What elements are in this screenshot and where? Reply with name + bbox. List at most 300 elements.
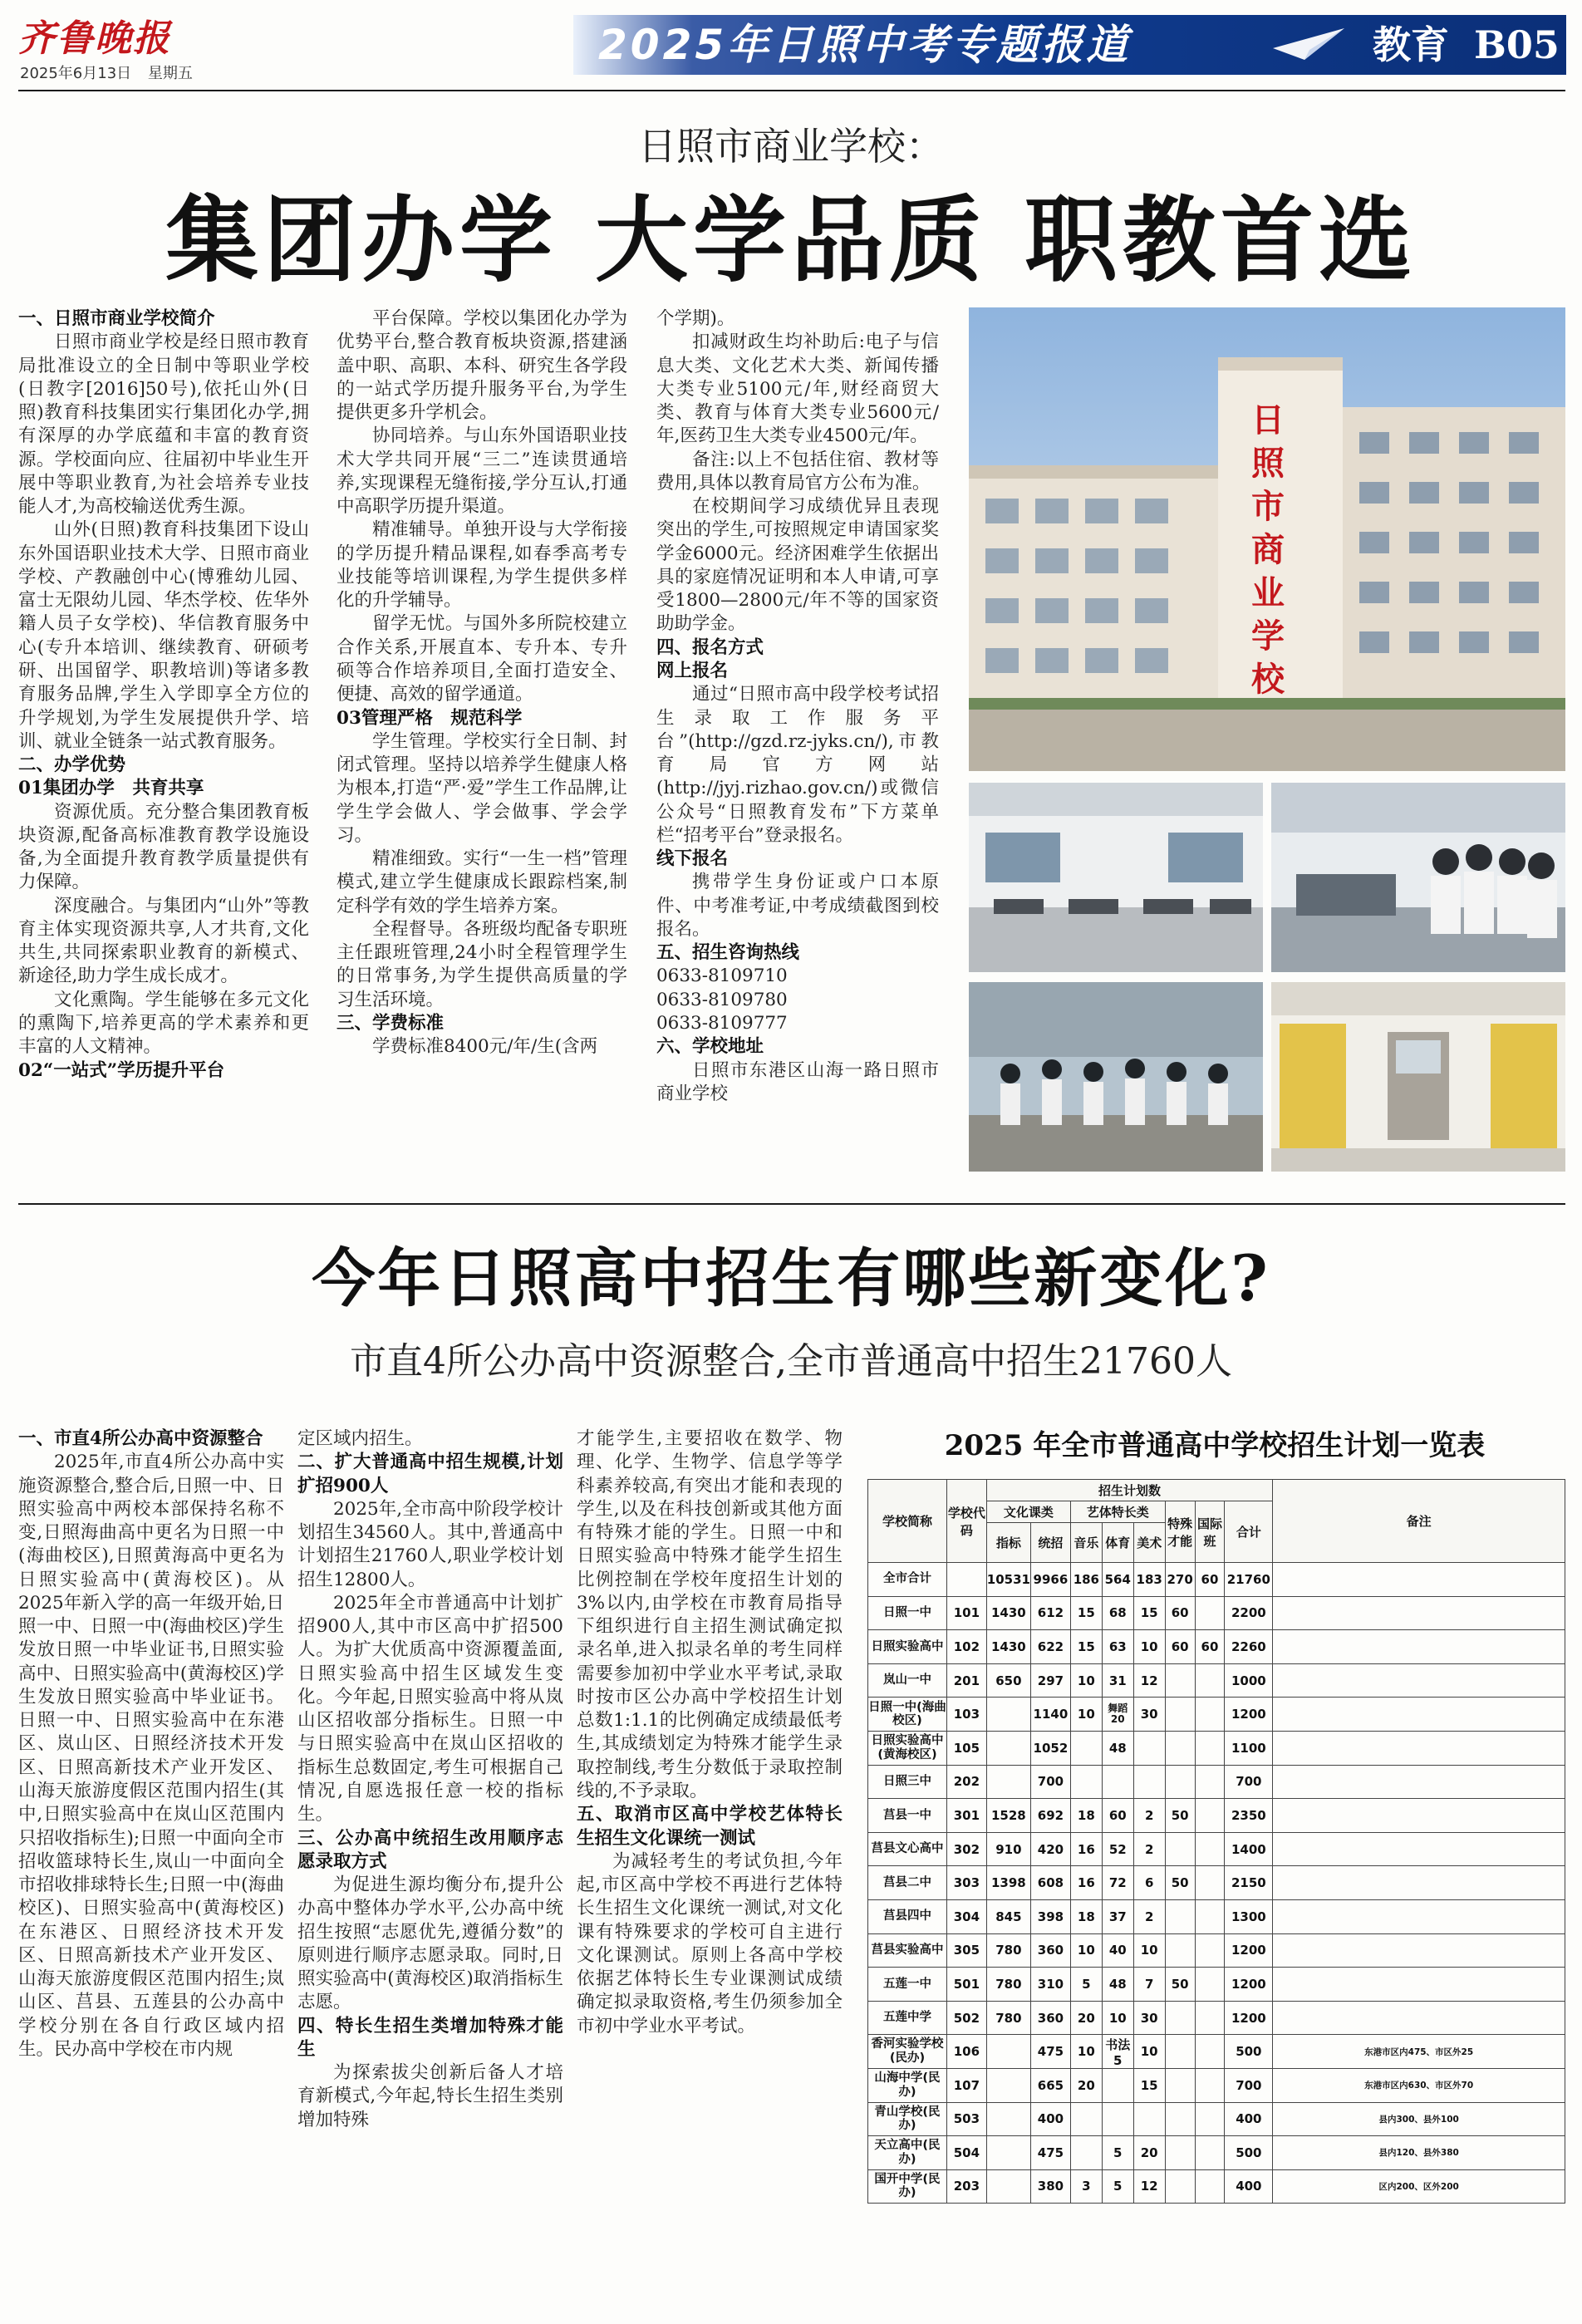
students-walking-photo xyxy=(969,982,1263,1172)
table-row xyxy=(868,1899,1565,1933)
cell-special xyxy=(1165,1933,1195,1968)
cell-tz: 1052 xyxy=(1030,1731,1070,1765)
cell-code: 503 xyxy=(947,2102,987,2136)
cell-zb: 845 xyxy=(986,1899,1030,1933)
cell-zb: 1430 xyxy=(986,1630,1030,1664)
cell-special: 60 xyxy=(1165,1596,1195,1630)
cell-total: 700 xyxy=(1225,1765,1273,1799)
cell-name: 天立高中(民办) xyxy=(868,2136,947,2170)
cell-code: 501 xyxy=(947,1968,987,2002)
cell-sport: 10 xyxy=(1102,2001,1133,2035)
cell-special xyxy=(1165,1765,1195,1799)
cell-note: 东港市区内475、市区外25 xyxy=(1273,2035,1565,2069)
cell-special xyxy=(1165,2102,1195,2136)
section-heading: 01集团办学 共育共享 xyxy=(18,778,204,799)
dateline xyxy=(20,61,193,83)
section-heading: 四、报名方式 xyxy=(656,636,764,658)
cell-name: 五莲中学 xyxy=(868,2001,947,2035)
cell-note: 县内300、县外100 xyxy=(1273,2102,1565,2136)
table-row xyxy=(868,2035,1565,2069)
section-heading: 一、日照市商业学校简介 xyxy=(18,308,215,329)
cell-art: 12 xyxy=(1133,2169,1165,2204)
cell-art: 183 xyxy=(1133,1563,1165,1597)
paragraph: 留学无忧。与国外多所院校建立合作关系,开展直本、专升本、专升硕等合作培养项目,全面打造安全、便捷、高效的留学通道。 xyxy=(337,613,627,705)
cell-tz: 400 xyxy=(1030,2102,1070,2136)
cell-art xyxy=(1133,2102,1165,2136)
section-label: 教育 B05 xyxy=(1373,22,1560,67)
cell-note xyxy=(1273,1832,1565,1866)
cell-total: 400 xyxy=(1225,2169,1273,2204)
cell-sport: 48 xyxy=(1102,1731,1133,1765)
cell-note xyxy=(1273,1563,1565,1597)
cell-total: 1400 xyxy=(1225,1832,1273,1866)
table-row xyxy=(868,2068,1565,2102)
article2-headline: 今年日照高中招生有哪些新变化? xyxy=(312,1241,1270,1315)
table-row xyxy=(868,2136,1565,2170)
cell-code: 201 xyxy=(947,1663,987,1698)
table-row xyxy=(868,1866,1565,1900)
paragraph: 日照市东港区山海一路日照市商业学校 xyxy=(656,1059,939,1104)
cell-total: 1300 xyxy=(1225,1899,1273,1933)
cell-sport: 68 xyxy=(1102,1596,1133,1630)
cell-sport: 5 xyxy=(1102,2169,1133,2204)
article2-subhead: 市直4所公办高中资源整合,全市普通高中招生21760人 xyxy=(350,1340,1232,1383)
cell-name: 莒县二中 xyxy=(868,1866,947,1900)
cell-total: 2350 xyxy=(1225,1799,1273,1833)
paragraph: 备注:以上不包括住宿、教材等费用,具体以教育局官方公布为准。 xyxy=(656,449,939,494)
cell-music: 10 xyxy=(1070,2035,1102,2069)
cell-code: 101 xyxy=(947,1596,987,1630)
cell-note xyxy=(1273,1731,1565,1765)
paragraph: 为探索拔尖创新后备人才培育新模式,今年起,特长生招生类别增加特殊 xyxy=(297,2062,563,2130)
cell-code: 305 xyxy=(947,1933,987,1968)
cell-intl xyxy=(1195,1698,1225,1732)
cell-total: 2150 xyxy=(1225,1866,1273,1900)
section-heading: 网上报名 xyxy=(656,660,729,681)
cell-name: 日照一中(海曲校区) xyxy=(868,1698,947,1732)
cell-intl xyxy=(1195,2035,1225,2069)
cell-music: 10 xyxy=(1070,1933,1102,1968)
cell-music: 186 xyxy=(1070,1563,1102,1597)
cell-tz: 700 xyxy=(1030,1765,1070,1799)
cell-tz: 380 xyxy=(1030,2169,1070,2204)
cell-code: 102 xyxy=(947,1630,987,1664)
header-plan: 招生计划数 xyxy=(986,1480,1273,1501)
paragraph: 学费标准8400元/年/生(含两 xyxy=(372,1036,598,1058)
header-art-sport: 艺体特长类 xyxy=(1070,1501,1165,1523)
article1-column-3 xyxy=(656,307,939,1106)
cell-note xyxy=(1273,1596,1565,1630)
enrollment-plan-table xyxy=(867,1479,1565,2204)
cell-special: 60 xyxy=(1165,1630,1195,1664)
paragraph: 0633-8109710 xyxy=(656,965,788,987)
paragraph: 山外(日照)教育科技集团下设山东外国语职业技术大学、日照市商业学校、产教融创中心(博雅幼儿园、富士无限幼儿园、华杰学校、佐华外籍人员子女学校)、华信教育服务中心(专升本培训、继续教育、研硕考研、出国留学、职教培训)等诸多教育服务品牌,学生入学即享全方位的升学规划,为学生发展提供升学、培训、就业全链条一站式教育服务。 xyxy=(18,519,309,752)
cell-special: 50 xyxy=(1165,1799,1195,1833)
cell-name: 岚山一中 xyxy=(868,1663,947,1698)
header-total: 合计 xyxy=(1225,1501,1273,1563)
cell-music xyxy=(1070,1765,1102,1799)
paragraph: 日照市商业学校是经日照市教育局批准设立的全日制中等职业学校(日教字[2016]50号),依托山外(日照)教育科技集团实行集团化办学,拥有深厚的办学底蕴和丰富的教育资源。学校面向应、往届初中毕业生开展中等职业教育,为社会培养专业技能人才,为高校输送优秀生源。 xyxy=(18,332,309,518)
table-row xyxy=(868,1630,1565,1664)
cell-tz: 9966 xyxy=(1030,1563,1070,1597)
cell-tz: 360 xyxy=(1030,2001,1070,2035)
cell-intl xyxy=(1195,1765,1225,1799)
cell-code: 504 xyxy=(947,2136,987,2170)
table-row xyxy=(868,1765,1565,1799)
cell-special: 50 xyxy=(1165,1866,1195,1900)
cell-zb: 1430 xyxy=(986,1596,1030,1630)
section-divider xyxy=(18,1203,1565,1205)
table-row xyxy=(868,2102,1565,2136)
cell-intl xyxy=(1195,1596,1225,1630)
paragraph: 为减轻考生的考试负担,今年起,市区高中学校不再进行艺体特长生招生文化课统一测试,对文化课有特殊要求的学校可自主进行文化课测试。原则上各高中学校依据艺体特长生专业课测试成绩确定拟录取资格,考生仍须参加全市初中学业水平考试。 xyxy=(577,1850,843,2037)
cell-name: 山海中学(民办) xyxy=(868,2068,947,2102)
cell-music: 18 xyxy=(1070,1899,1102,1933)
cell-art: 30 xyxy=(1133,2001,1165,2035)
paragraph: 文化熏陶。学生能够在多元文化的熏陶下,培养更高的学术素养和更丰富的人文精神。 xyxy=(18,989,309,1058)
table-row xyxy=(868,1596,1565,1630)
paragraph: 携带学生身份证或户口本原件、中考准考证,中考成绩截图到校报名。 xyxy=(656,872,939,940)
cell-music xyxy=(1070,2136,1102,2170)
table-row xyxy=(868,2169,1565,2204)
cell-special: 270 xyxy=(1165,1563,1195,1597)
section-heading: 三、学费标准 xyxy=(337,1012,445,1034)
cell-zb xyxy=(986,2035,1030,2069)
cell-code: 106 xyxy=(947,2035,987,2069)
section-heading: 二、扩大普通高中招生规模,计划扩招900人 xyxy=(297,1452,563,1496)
table-row xyxy=(868,1663,1565,1698)
cell-art: 2 xyxy=(1133,1899,1165,1933)
cell-tz: 297 xyxy=(1030,1663,1070,1698)
cell-name: 青山学校(民办) xyxy=(868,2102,947,2136)
header-special: 特殊才能 xyxy=(1165,1501,1195,1563)
cell-music: 5 xyxy=(1070,1968,1102,2002)
cell-zb xyxy=(986,2068,1030,2102)
cell-sport: 63 xyxy=(1102,1630,1133,1664)
cell-sport: 37 xyxy=(1102,1899,1133,1933)
cell-music: 10 xyxy=(1070,1698,1102,1732)
cell-name: 莒县一中 xyxy=(868,1799,947,1833)
cell-special xyxy=(1165,2136,1195,2170)
paragraph: 0633-8109777 xyxy=(656,1012,788,1034)
cell-music: 20 xyxy=(1070,2001,1102,2035)
paper-plane-icon xyxy=(1271,23,1346,65)
cell-code: 103 xyxy=(947,1698,987,1732)
cell-art: 30 xyxy=(1133,1698,1165,1732)
paragraph: 深度融合。与集团内“山外”等教育主体实现资源共享,人才共育,文化共生,共同探索职业教育的新模式、新途径,助力学生成长成才。 xyxy=(18,895,309,987)
page-number: B05 xyxy=(1474,22,1560,67)
table-row xyxy=(868,1698,1565,1732)
cell-intl xyxy=(1195,2169,1225,2204)
cell-note xyxy=(1273,1765,1565,1799)
header-quota: 指标 xyxy=(986,1523,1030,1563)
cell-note xyxy=(1273,1663,1565,1698)
cell-code: 202 xyxy=(947,1765,987,1799)
cell-art: 10 xyxy=(1133,1630,1165,1664)
cell-tz: 475 xyxy=(1030,2136,1070,2170)
cell-sport: 72 xyxy=(1102,1866,1133,1900)
table-title: 2025 年全市普通高中学校招生计划一览表 xyxy=(944,1429,1486,1462)
cell-intl xyxy=(1195,2001,1225,2035)
cell-zb: 1528 xyxy=(986,1799,1030,1833)
cell-tz: 360 xyxy=(1030,1933,1070,1968)
cell-special xyxy=(1165,1663,1195,1698)
section-heading: 线下报名 xyxy=(656,848,729,870)
paragraph: 为促进生源均衡分布,提升公办高中整体办学水平,公办高中统招生按照“志愿优先,遵循分数”的原则进行顺序志愿录取。同时,日照实验高中(黄海校区)取消指标生志愿。 xyxy=(297,1874,563,2013)
cell-tz: 692 xyxy=(1030,1799,1070,1833)
cell-special xyxy=(1165,2068,1195,2102)
cell-tz: 665 xyxy=(1030,2068,1070,2102)
article1-headline: 集团办学 大学品质 职教首选 xyxy=(165,186,1417,295)
cell-total: 500 xyxy=(1225,2035,1273,2069)
cell-music: 16 xyxy=(1070,1832,1102,1866)
cell-note: 区内200、区外200 xyxy=(1273,2169,1565,2204)
cell-code: 107 xyxy=(947,2068,987,2102)
section-heading: 三、公办高中统招生改用顺序志愿录取方式 xyxy=(297,1827,563,1872)
header-international: 国际班 xyxy=(1195,1501,1225,1563)
dormitory-photo xyxy=(1271,982,1565,1172)
cell-sport: 31 xyxy=(1102,1663,1133,1698)
cell-art: 15 xyxy=(1133,1596,1165,1630)
cell-zb: 910 xyxy=(986,1832,1030,1866)
cell-code: 304 xyxy=(947,1899,987,1933)
cell-sport: 48 xyxy=(1102,1968,1133,2002)
cell-intl: 60 xyxy=(1195,1563,1225,1597)
paragraph: 2025年,全市高中阶段学校计划招生34560人。其中,普通高中计划招生21760人,职业学校计划招生12800人。 xyxy=(297,1498,563,1590)
cell-special xyxy=(1165,2169,1195,2204)
section-heading: 五、取消市区高中学校艺体特长生招生文化课统一测试 xyxy=(577,1804,843,1849)
cell-note: 县内120、县外380 xyxy=(1273,2136,1565,2170)
paragraph: 学生管理。学校实行全日制、封闭式管理。坚持以培养学生健康人格为根本,打造“严·爱”学生工作品牌,让学生学会做人、学会做事、学会学习。 xyxy=(337,730,627,846)
cell-art xyxy=(1133,1765,1165,1799)
cell-intl: 60 xyxy=(1195,1630,1225,1664)
cell-sport: 书法5 xyxy=(1102,2035,1133,2069)
cell-intl xyxy=(1195,1799,1225,1833)
article1-kicker: 日照市商业学校： xyxy=(638,124,944,169)
cell-sport: 564 xyxy=(1102,1563,1133,1597)
paragraph: 定区域内招生。 xyxy=(297,1428,423,1449)
cell-name: 香河实验学校(民办) xyxy=(868,2035,947,2069)
table-row xyxy=(868,1832,1565,1866)
article2-column-3 xyxy=(577,1427,843,2038)
cell-intl xyxy=(1195,2102,1225,2136)
cell-code: 105 xyxy=(947,1731,987,1765)
cell-name: 日照实验高中(黄海校区) xyxy=(868,1731,947,1765)
section-heading: 六、学校地址 xyxy=(656,1036,764,1058)
paragraph: 协同培养。与山东外国语职业技术大学共同开展“三二”连读贯通培养,实现课程无缝衔接,学分互认,打通中高职学历提升渠道。 xyxy=(337,425,627,518)
section-heading: 五、招生咨询热线 xyxy=(656,942,800,964)
table-row xyxy=(868,1731,1565,1765)
cell-art xyxy=(1133,1731,1165,1765)
cell-special xyxy=(1165,2035,1195,2069)
cell-art: 2 xyxy=(1133,1799,1165,1833)
cell-sport: 40 xyxy=(1102,1933,1133,1968)
cell-music: 10 xyxy=(1070,1663,1102,1698)
header-general: 统招 xyxy=(1030,1523,1070,1563)
cell-zb xyxy=(986,1698,1030,1732)
cell-name: 五莲一中 xyxy=(868,1968,947,2002)
cell-intl xyxy=(1195,1968,1225,2002)
paragraph: 在校期间学习成绩优异且表现突出的学生,可按照规定申请国家奖学金6000元。经济困难学生依据出具的家庭情况证明和本人申请,可享受1800—2800元/年不等的国家资助助学金。 xyxy=(656,496,939,635)
newspaper-logo: 齐鲁晚报 xyxy=(18,17,171,60)
section-heading: 02“一站式”学历提升平台 xyxy=(18,1059,225,1081)
cell-name: 日照三中 xyxy=(868,1765,947,1799)
table-row xyxy=(868,1968,1565,2002)
section-heading: 二、办学优势 xyxy=(18,754,126,776)
paragraph: 才能学生,主要招收在数学、物理、化学、生物学、信息学等学科素养较高,有突出才能和表现的学生,以及在科技创新或其他方面有特殊才能的学生。日照一中和日照实验高中特殊才能学生招生比例控制在学校年度招生计划的3%以内,由学校在市教育局指导下组织进行自主招生测试确定拟录名单,进入拟录名单的考生同样需要参加初中学业水平考试,录取时按市区公办高中学校招生计划总数1:1.1的比例确定成绩最低考生,其成绩划定为特殊才能学生录取控制线,考生分数低于录取控制线的,不予录取。 xyxy=(577,1428,843,1801)
cell-name: 莒县文心高中 xyxy=(868,1832,947,1866)
paragraph: 扣减财政生均补助后:电子与信息大类、文化艺术大类、新闻传播大类专业5100元/年,财经商贸大类、教育与体育大类专业5600元/年,医药卫生大类专业4500元/年。 xyxy=(656,332,939,447)
cell-total: 21760 xyxy=(1225,1563,1273,1597)
paragraph: 资源优质。充分整合集团教育板块资源,配备高标准教育教学设施设备,为全面提升教育教学质量提供有力保障。 xyxy=(18,801,309,893)
cell-total: 1000 xyxy=(1225,1663,1273,1698)
cell-intl xyxy=(1195,1899,1225,1933)
cell-note xyxy=(1273,1933,1565,1968)
cell-total: 1200 xyxy=(1225,1968,1273,2002)
cell-art: 20 xyxy=(1133,2136,1165,2170)
cell-sport: 52 xyxy=(1102,1832,1133,1866)
top-rule xyxy=(18,90,1565,91)
article1-column-2 xyxy=(337,307,627,1059)
cell-music: 3 xyxy=(1070,2169,1102,2204)
header-school-code: 学校代码 xyxy=(947,1480,987,1563)
cell-code: 302 xyxy=(947,1832,987,1866)
cell-note xyxy=(1273,1630,1565,1664)
cell-zb xyxy=(986,1765,1030,1799)
header-note: 备注 xyxy=(1273,1480,1565,1563)
header-culture: 文化课类 xyxy=(986,1501,1070,1523)
cell-art: 15 xyxy=(1133,2068,1165,2102)
cell-total: 700 xyxy=(1225,2068,1273,2102)
cell-total: 400 xyxy=(1225,2102,1273,2136)
cell-name: 日照实验高中 xyxy=(868,1630,947,1664)
header-school-name: 学校简称 xyxy=(868,1480,947,1563)
cell-special xyxy=(1165,1832,1195,1866)
cell-zb xyxy=(986,2102,1030,2136)
cell-art: 12 xyxy=(1133,1663,1165,1698)
article2-column-2 xyxy=(297,1427,563,2132)
lab-students-photo xyxy=(1271,783,1565,972)
cell-note xyxy=(1273,1698,1565,1732)
paragraph: 平台保障。学校以集团化办学为优势平台,整合教育板块资源,搭建涵盖中职、高职、本科、研究生各学段的一站式学历提升服务平台,为学生提供更多升学机会。 xyxy=(337,308,627,424)
cell-art: 10 xyxy=(1133,1933,1165,1968)
cell-code: 203 xyxy=(947,2169,987,2204)
article2-column-1 xyxy=(18,1427,284,2061)
table-row xyxy=(868,1933,1565,1968)
school-building-photo xyxy=(969,307,1565,771)
cell-sport xyxy=(1102,2102,1133,2136)
paragraph: 0633-8109780 xyxy=(656,989,788,1010)
cell-sport: 60 xyxy=(1102,1799,1133,1833)
cell-note xyxy=(1273,1899,1565,1933)
cell-art: 2 xyxy=(1133,1832,1165,1866)
table-row xyxy=(868,1563,1565,1597)
cell-intl xyxy=(1195,1866,1225,1900)
header-sport: 体育 xyxy=(1102,1523,1133,1563)
cell-zb: 10531 xyxy=(986,1563,1030,1597)
cell-tz: 310 xyxy=(1030,1968,1070,2002)
cell-code: 303 xyxy=(947,1866,987,1900)
paragraph: 精准细致。实行“一生一档”管理模式,建立学生健康成长跟踪档案,制定科学有效的学生培养方案。 xyxy=(337,848,627,916)
header-fine-art: 美术 xyxy=(1133,1523,1165,1563)
cell-zb: 650 xyxy=(986,1663,1030,1698)
cell-total: 1200 xyxy=(1225,1698,1273,1732)
paragraph: 精准辅导。单独开设与大学衔接的学历提升精品课程,如春季高考专业技能等培训课程,为学生提供多样化的升学辅导。 xyxy=(337,519,627,612)
cell-special xyxy=(1165,1899,1195,1933)
header-music: 音乐 xyxy=(1070,1523,1102,1563)
cell-zb: 780 xyxy=(986,1968,1030,2002)
cell-music xyxy=(1070,1731,1102,1765)
cell-music: 20 xyxy=(1070,2068,1102,2102)
building-sign: 日 照 市 商 业 学 校 xyxy=(1251,401,1285,699)
cell-intl xyxy=(1195,1731,1225,1765)
cell-code: 502 xyxy=(947,2001,987,2035)
cell-tz: 1140 xyxy=(1030,1698,1070,1732)
cell-name: 莒县实验高中 xyxy=(868,1933,947,1968)
cell-note: 东港市区内630、市区外70 xyxy=(1273,2068,1565,2102)
cell-intl xyxy=(1195,1933,1225,1968)
cell-zb: 1398 xyxy=(986,1866,1030,1900)
table-row xyxy=(868,1799,1565,1833)
cell-intl xyxy=(1195,2136,1225,2170)
cell-tz: 475 xyxy=(1030,2035,1070,2069)
cell-zb xyxy=(986,2136,1030,2170)
section-heading: 03管理严格 规范科学 xyxy=(337,707,523,729)
cell-special xyxy=(1165,2001,1195,2035)
issue-date: 2025年6月13日 xyxy=(20,65,132,82)
cell-zb: 780 xyxy=(986,2001,1030,2035)
cell-intl xyxy=(1195,1663,1225,1698)
cell-music: 15 xyxy=(1070,1630,1102,1664)
section-heading: 四、特长生招生类增加特殊才能生 xyxy=(297,2015,563,2060)
cell-name: 日照一中 xyxy=(868,1596,947,1630)
cell-art: 10 xyxy=(1133,2035,1165,2069)
cell-name: 国开中学(民办) xyxy=(868,2169,947,2204)
banner-title: 2025年日照中考专题报道 xyxy=(598,21,1132,69)
cell-code xyxy=(947,1563,987,1597)
cell-tz: 398 xyxy=(1030,1899,1070,1933)
paragraph: 2025年,市直4所公办高中实施资源整合,整合后,日照一中、日照实验高中两校本部保持名称不变,日照海曲高中更名为日照一中(海曲校区),日照黄海高中更名为日照实验高中(黄海校区)。从2025年新入学的高一年级开始,日照一中、日照一中(海曲校区)学生发放日照一中毕业证书,日照实验高中、日照实验高中(黄海校区)学生发放日照实验高中毕业证书。日照一中、日照实验高中在东港区、岚山区、日照经济技术开发区、日照高新技术产业开发区、山海天旅游度假区范围内招生(其中,日照实验高中在岚山区范围内只招收指标生);日照一中面向全市招收篮球特长生,岚山一中面向全市招收排球特长生;日照一中(海曲校区)、日照实验高中(黄海校区)在东港区、日照经济技术开发区、日照高新技术产业开发区、山海天旅游度假区范围内招生;岚山区、莒县、五莲县的公办高中学校分别在各自行政区域内招生。民办高中学校在市内规 xyxy=(18,1452,284,2060)
cell-tz: 612 xyxy=(1030,1596,1070,1630)
cell-special xyxy=(1165,1731,1195,1765)
cell-total: 1200 xyxy=(1225,2001,1273,2035)
cell-sport: 5 xyxy=(1102,2136,1133,2170)
paragraph: 2025年全市普通高中计划扩招900人,其中市区高中扩招500人。为扩大优质高中资源覆盖面,日照实验高中招生区域发生变化。今年起,日照实验高中将从岚山区招收部分指标生。日照一中与日照实验高中在岚山区招收的指标生总数固定,考生可根据自己情况,自愿选报任意一校的指标生。 xyxy=(297,1592,563,1825)
table-row xyxy=(868,2001,1565,2035)
cell-music: 15 xyxy=(1070,1596,1102,1630)
cell-intl xyxy=(1195,2068,1225,2102)
cell-tz: 420 xyxy=(1030,1832,1070,1866)
cell-note xyxy=(1273,1799,1565,1833)
cell-total: 2260 xyxy=(1225,1630,1273,1664)
cell-zb xyxy=(986,1731,1030,1765)
cell-note xyxy=(1273,1866,1565,1900)
cell-note xyxy=(1273,1968,1565,2002)
cell-name: 莒县四中 xyxy=(868,1899,947,1933)
classroom-photo xyxy=(969,783,1263,972)
cell-total: 1100 xyxy=(1225,1731,1273,1765)
cell-name: 全市合计 xyxy=(868,1563,947,1597)
cell-art: 6 xyxy=(1133,1866,1165,1900)
cell-music: 16 xyxy=(1070,1866,1102,1900)
paragraph: 全程督导。各班级均配备专职班主任跟班管理,24小时全程管理学生的日常事务,为学生提供高质量的学习生活环境。 xyxy=(337,918,627,1010)
section-heading: 一、市直4所公办高中资源整合 xyxy=(18,1428,263,1449)
cell-total: 2200 xyxy=(1225,1596,1273,1630)
paragraph: 通过“日照市高中段学校考试招生录取工作服务平台”(http://gzd.rz-jyks.cn/),市教育局官方网站(http://jyj.rizhao.gov.cn/)或微信公众号“日照教育发布”下方菜单栏“招考平台”登录报名。 xyxy=(656,684,939,846)
cell-special: 50 xyxy=(1165,1968,1195,2002)
cell-tz: 622 xyxy=(1030,1630,1070,1664)
issue-weekday: 星期五 xyxy=(147,65,193,82)
